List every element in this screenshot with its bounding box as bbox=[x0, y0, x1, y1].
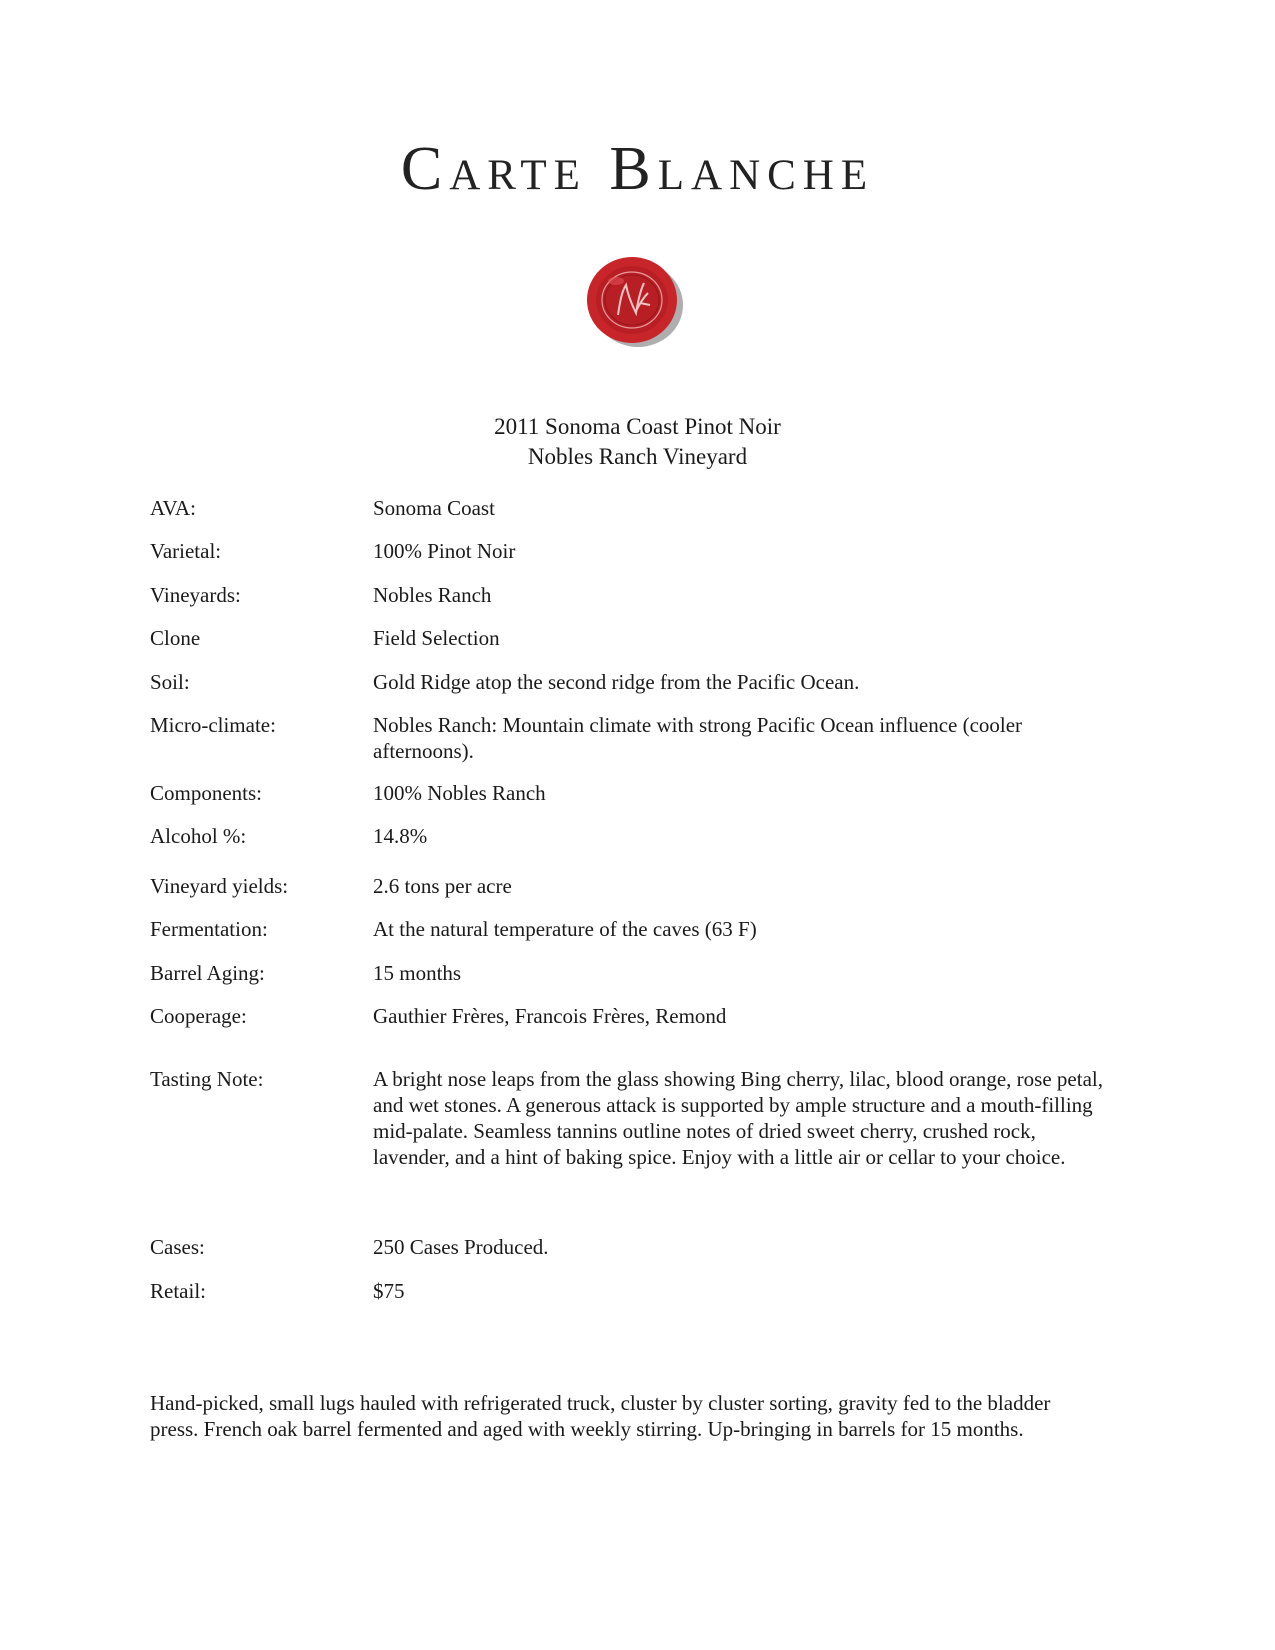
spec-label: Micro-climate: bbox=[150, 713, 276, 737]
vineyard-name: Nobles Ranch Vineyard bbox=[527, 444, 748, 469]
spec-value: 2.6 tons per acre bbox=[373, 874, 512, 898]
spec-value: Nobles Ranch bbox=[373, 583, 492, 607]
spec-label: Soil: bbox=[150, 670, 190, 694]
spec-value: Gold Ridge atop the second ridge from the Pacific Ocean. bbox=[373, 670, 860, 694]
spec-value: 100% Pinot Noir bbox=[373, 539, 516, 563]
spec-label: AVA: bbox=[150, 496, 196, 520]
spec-label: Barrel Aging: bbox=[150, 961, 265, 985]
spec-label: Components: bbox=[150, 781, 263, 805]
spec-value: Gauthier Frères, Francois Frères, Remond bbox=[373, 1004, 727, 1028]
spec-value: 100% Nobles Ranch bbox=[373, 781, 546, 805]
spec-value: Field Selection bbox=[373, 626, 500, 650]
spec-value: 14.8% bbox=[373, 824, 428, 848]
spec-label: Vineyards: bbox=[150, 583, 241, 607]
wine-name: 2011 Sonoma Coast Pinot Noir bbox=[494, 414, 781, 439]
wax-seal-logo bbox=[582, 253, 686, 351]
brand-title: Carte Blanche bbox=[400, 135, 875, 203]
spec-label: Clone bbox=[150, 626, 201, 650]
spec-label: Retail: bbox=[150, 1279, 206, 1303]
spec-label: Varietal: bbox=[150, 539, 222, 563]
wine-heading bbox=[0, 412, 1275, 472]
production-notes: Hand-picked, small lugs hauled with refrigerated truck, cluster by cluster sorting, gravity fed to the bladder press. French oak barrel fermented and aged with weekly stirring. Up-bringing in barrels for 15 months. bbox=[150, 1391, 1051, 1441]
spec-label: Fermentation: bbox=[150, 917, 268, 941]
spec-label: Tasting Note: bbox=[150, 1067, 264, 1091]
spec-value: Sonoma Coast bbox=[373, 496, 495, 520]
spec-label: Alcohol %: bbox=[150, 824, 247, 848]
spec-value: 250 Cases Produced. bbox=[373, 1235, 549, 1259]
spec-label: Cases: bbox=[150, 1235, 205, 1259]
spec-value: 15 months bbox=[373, 961, 462, 985]
spec-value: At the natural temperature of the caves (63 F) bbox=[373, 917, 757, 941]
spec-label: Vineyard yields: bbox=[150, 874, 289, 898]
spec-value: Nobles Ranch: Mountain climate with strong Pacific Ocean influence (cooler afternoons). bbox=[373, 713, 1023, 763]
spec-label: Cooperage: bbox=[150, 1004, 247, 1028]
spec-value: $75 bbox=[373, 1279, 405, 1303]
spec-value: A bright nose leaps from the glass showing Bing cherry, lilac, blood orange, rose petal, and wet stones. A generous attack is supported by ample structure and a mouth-filling mid-palate. Seamless tannins outline notes of dried sweet cherry, crushed rock, lavender, and a hint of baking spice. Enjoy with a little air or cellar to your choice. bbox=[373, 1067, 1103, 1169]
